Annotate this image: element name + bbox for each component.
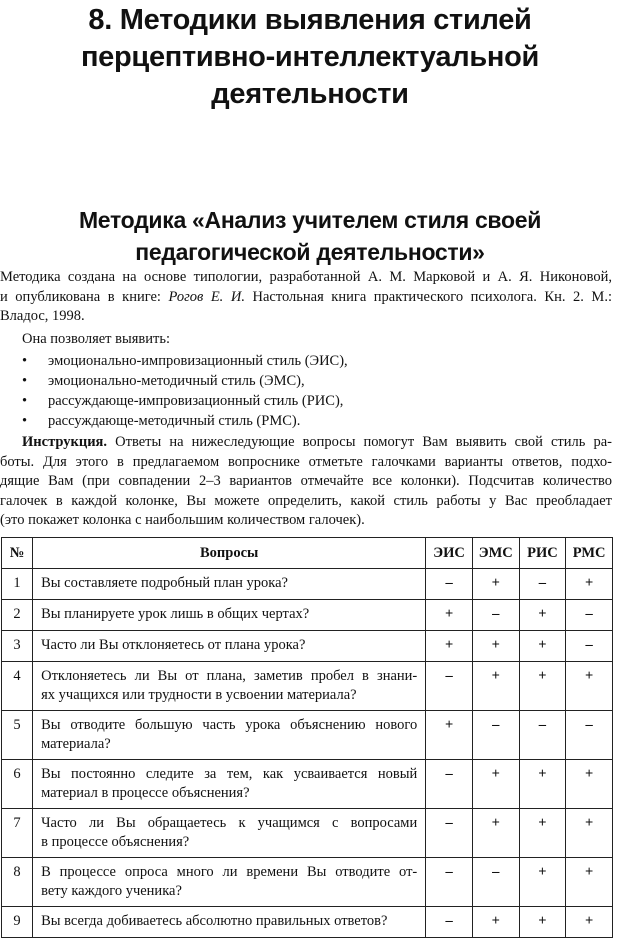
question-line: Вы постоянно следите за тем, как усваивается новый — [41, 766, 418, 782]
question-cell — [33, 858, 426, 907]
question-cell — [33, 662, 426, 711]
allows-text: Она позволяет выявить: — [22, 331, 170, 347]
mark-eis: + — [426, 600, 473, 631]
list-item: • эмоционально-методичный стиль (ЭМС), — [22, 371, 348, 391]
mark-ris: – — [519, 569, 566, 600]
instruction-line: (это покажет колонка с наибольшим количеством галочек). — [0, 512, 365, 528]
table-body — [2, 569, 613, 938]
mark-ris: – — [519, 711, 566, 760]
mark-rms: – — [566, 631, 613, 662]
row-number: 2 — [2, 600, 33, 631]
question-line: материал в процессе объяснения? — [41, 785, 250, 801]
intro-text: и опубликована в книге: — [0, 288, 169, 305]
row-number: 7 — [2, 809, 33, 858]
instruction-line: дящие Вам (при совпадении 2–3 вариантов отмечайте все колонки). Подсчитав количество — [0, 473, 612, 489]
question-line: Часто ли Вы обращаетесь к учащимся с вопросами — [41, 815, 418, 831]
row-number: 8 — [2, 858, 33, 907]
intro-line: Методика создана на основе типологии, разработанной А. М. Марковой и А. Я. Никоновой, — [0, 269, 612, 285]
question-line: Вы отводите большую часть урока объяснению нового — [41, 717, 418, 733]
question-cell — [33, 907, 426, 938]
mark-eis: + — [426, 711, 473, 760]
mark-ems: + — [472, 809, 519, 858]
mark-eis: – — [426, 569, 473, 600]
intro-paragraph — [0, 268, 612, 327]
book-title: Настольная книга практического психолога. Кн. 2. М.: — [244, 288, 612, 305]
intro-line: Владос, 1998. — [0, 308, 85, 324]
mark-ris: + — [519, 600, 566, 631]
table-row — [2, 907, 613, 938]
list-item: • эмоционально-импровизационный стиль (ЭИС), — [22, 351, 348, 371]
instruction-text: Ответы на нижеследующие вопросы помогут Вам выявить свой стиль ра- — [107, 434, 612, 450]
chapter-title-line: перцептивно-интеллектуальной — [80, 41, 540, 73]
method-title — [0, 204, 620, 268]
question-line: Часто ли Вы отклоняетесь от плана урока? — [41, 637, 306, 653]
mark-ems: + — [472, 569, 519, 600]
mark-ems: + — [472, 631, 519, 662]
mark-eis: – — [426, 907, 473, 938]
list-item: • рассуждающе-методичный стиль (РМС). — [22, 411, 348, 431]
styles-list — [22, 351, 348, 431]
mark-rms: + — [566, 858, 613, 907]
question-line: Отклоняетесь ли Вы от плана, заметив пробел в знани- — [41, 668, 418, 684]
row-number: 6 — [2, 760, 33, 809]
col-header-number: № — [2, 538, 33, 569]
mark-ems: – — [472, 711, 519, 760]
mark-ris: + — [519, 760, 566, 809]
mark-ems: – — [472, 600, 519, 631]
mark-ris: + — [519, 907, 566, 938]
list-item: • рассуждающе-импровизационный стиль (РИС), — [22, 391, 348, 411]
question-line: Вы составляете подробный план урока? — [41, 575, 288, 591]
question-cell — [33, 760, 426, 809]
question-line: в процессе объяснения? — [41, 834, 190, 850]
instruction-line — [0, 433, 612, 453]
table-row — [2, 600, 613, 631]
chapter-title — [0, 2, 620, 113]
question-cell — [33, 809, 426, 858]
mark-rms: – — [566, 600, 613, 631]
col-header-rms: РМС — [566, 538, 613, 569]
questionnaire-table — [1, 537, 613, 938]
row-number: 3 — [2, 631, 33, 662]
mark-eis: + — [426, 631, 473, 662]
mark-eis: – — [426, 662, 473, 711]
question-line: ях учащихся или трудности в усвоении материала? — [41, 687, 357, 703]
mark-ris: + — [519, 631, 566, 662]
chapter-title-line: 8. Методики выявления стилей — [88, 4, 532, 36]
book-author: Рогов Е. И. — [168, 288, 245, 305]
mark-eis: – — [426, 858, 473, 907]
table-row — [2, 809, 613, 858]
mark-rms: – — [566, 711, 613, 760]
col-header-questions: Вопросы — [33, 538, 426, 569]
table-row — [2, 858, 613, 907]
row-number: 4 — [2, 662, 33, 711]
mark-eis: – — [426, 809, 473, 858]
mark-ris: + — [519, 809, 566, 858]
table-row — [2, 662, 613, 711]
mark-rms: + — [566, 662, 613, 711]
instruction-label: Инструкция. — [22, 434, 108, 450]
table-row — [2, 711, 613, 760]
mark-ris: + — [519, 662, 566, 711]
table-row — [2, 569, 613, 600]
instruction-line: боты. Для этого в предлагаемом вопроснике отметьте галочками варианты ответов, подхо- — [0, 453, 612, 470]
mark-ems: + — [472, 662, 519, 711]
row-number: 1 — [2, 569, 33, 600]
table-row — [2, 760, 613, 809]
question-cell — [33, 631, 426, 662]
table-row — [2, 631, 613, 662]
question-line: материала? — [41, 736, 111, 752]
row-number: 5 — [2, 711, 33, 760]
question-line: В процессе опроса много ли времени Вы отводите от- — [41, 864, 418, 880]
mark-rms: + — [566, 907, 613, 938]
mark-ris: + — [519, 858, 566, 907]
col-header-ems: ЭМС — [472, 538, 519, 569]
mark-rms: + — [566, 760, 613, 809]
method-title-line: Методика «Анализ учителем стиля своей — [78, 207, 542, 233]
mark-ems: + — [472, 760, 519, 809]
question-line: Вы планируете урок лишь в общих чертах? — [41, 606, 310, 622]
instruction-paragraph — [0, 433, 612, 531]
table-header-row — [2, 538, 613, 569]
question-cell — [33, 711, 426, 760]
mark-eis: – — [426, 760, 473, 809]
intro-line — [0, 288, 612, 308]
col-header-ris: РИС — [519, 538, 566, 569]
method-title-line: педагогической деятельности» — [135, 239, 485, 265]
question-line: вету каждого ученика? — [41, 883, 182, 899]
mark-rms: + — [566, 569, 613, 600]
row-number: 9 — [2, 907, 33, 938]
instruction-line: галочек в каждой колонке, Вы можете определить, какой стиль работы у Вас преобладает — [0, 492, 612, 509]
chapter-title-line: деятельности — [211, 78, 409, 110]
question-cell — [33, 569, 426, 600]
mark-ems: – — [472, 858, 519, 907]
col-header-eis: ЭИС — [426, 538, 473, 569]
question-cell — [33, 600, 426, 631]
question-line: Вы всегда добиваетесь абсолютно правильных ответов? — [41, 913, 388, 929]
mark-ems: + — [472, 907, 519, 938]
mark-rms: + — [566, 809, 613, 858]
